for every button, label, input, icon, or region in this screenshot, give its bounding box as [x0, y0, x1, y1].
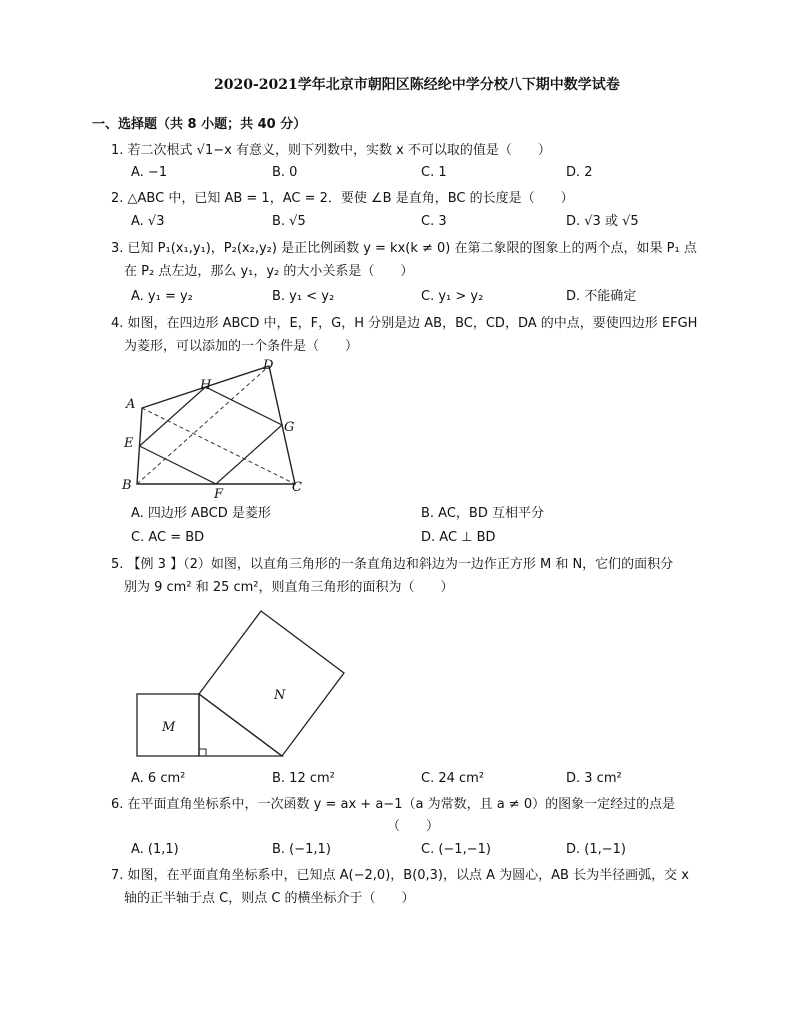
question-5-option-a: A. 6 cm²	[131, 771, 186, 786]
question-2-option-a: A. √3	[131, 214, 165, 229]
question-5-option-b: B. 12 cm²	[272, 771, 335, 786]
question-6-option-a: A. (1,1)	[131, 842, 179, 857]
label-d: D	[263, 358, 274, 373]
question-2-stem: 2. △ABC 中，已知 AB = 1，AC = 2．要使 ∠B 是直角，BC 的长度是（ ）	[111, 191, 574, 206]
section-heading: 一、选择题（共 8 小题；共 40 分）	[92, 117, 307, 132]
label-f: F	[214, 487, 224, 498]
question-2-option-c: C. 3	[421, 214, 447, 229]
question-1-option-b: B. 0	[272, 165, 298, 180]
label-e: E	[124, 436, 134, 451]
question-4-stem-line2: 为菱形，可以添加的一个条件是（ ）	[124, 339, 359, 354]
question-6-option-c: C. (−1,−1)	[421, 842, 491, 857]
question-4-option-a: A. 四边形 ABCD 是菱形	[131, 506, 271, 521]
quadrilateral-figure	[118, 358, 318, 498]
question-1-stem: 1. 若二次根式 √1−x 有意义，则下列数中，实数 x 不可以取的值是（ ）	[111, 143, 551, 158]
label-b: B	[122, 478, 132, 493]
question-1-option-a: A. −1	[131, 165, 168, 180]
question-4-stem-line1: 4. 如图，在四边形 ABCD 中，E，F，G，H 分别是边 AB，BC，CD，DA 的中点，要使四边形 EFGH	[111, 316, 698, 331]
question-6-option-d: D. (1,−1)	[566, 842, 626, 857]
squares-figure	[130, 606, 360, 762]
question-4-option-d: D. AC ⊥ BD	[421, 530, 496, 545]
question-3-option-c: C. y₁ > y₂	[421, 289, 484, 304]
question-6-stem-line2: （ ）	[387, 819, 440, 834]
question-3-option-b: B. y₁ < y₂	[272, 289, 335, 304]
right-angle-mark	[199, 749, 206, 756]
question-7-stem-line1: 7. 如图，在平面直角坐标系中，已知点 A(−2,0)，B(0,3)，以点 A 为圆心，AB 长为半径画弧，交 x	[111, 868, 689, 883]
question-7-stem-line2: 轴的正半轴于点 C，则点 C 的横坐标介于（ ）	[124, 891, 415, 906]
label-m: M	[162, 720, 176, 735]
quadrilateral-abcd	[137, 366, 295, 484]
page-title: 2020-2021学年北京市朝阳区陈经纶中学分校八下期中数学试卷	[214, 77, 620, 93]
label-a: A	[126, 397, 136, 412]
question-4-option-b: B. AC，BD 互相平分	[421, 506, 544, 521]
question-6-option-b: B. (−1,1)	[272, 842, 331, 857]
question-3-stem-line1: 3. 已知 P₁(x₁,y₁)，P₂(x₂,y₂) 是正比例函数 y = kx(k ≠ 0) 在第二象限的图象上的两个点，如果 P₁ 点	[111, 241, 697, 256]
question-2-option-d: D. √3 或 √5	[566, 214, 639, 229]
question-4-option-c: C. AC = BD	[131, 530, 205, 545]
question-6-stem-line1: 6. 在平面直角坐标系中，一次函数 y = ax + a−1（a 为常数，且 a ≠ 0）的图象一定经过的点是	[111, 797, 676, 812]
question-2-option-b: B. √5	[272, 214, 306, 229]
question-5-stem-line2: 别为 9 cm² 和 25 cm²，则直角三角形的面积为（ ）	[124, 580, 454, 595]
label-h: H	[200, 378, 212, 393]
question-3-stem-line2: 在 P₂ 点左边，那么 y₁，y₂ 的大小关系是（ ）	[124, 264, 414, 279]
question-5-option-c: C. 24 cm²	[421, 771, 485, 786]
question-3-option-a: A. y₁ = y₂	[131, 289, 193, 304]
question-1-option-c: C. 1	[421, 165, 447, 180]
label-n: N	[274, 688, 286, 703]
label-g: G	[284, 420, 295, 435]
question-5-option-d: D. 3 cm²	[566, 771, 622, 786]
square-n	[199, 611, 344, 756]
question-3-option-d: D. 不能确定	[566, 289, 637, 304]
label-c: C	[292, 480, 302, 495]
question-1-option-d: D. 2	[566, 165, 593, 180]
question-5-stem-line1: 5. 【例 3 】（2）如图，以直角三角形的一条直角边和斜边为一边作正方形 M 和 N，它们的面积分	[111, 557, 674, 572]
